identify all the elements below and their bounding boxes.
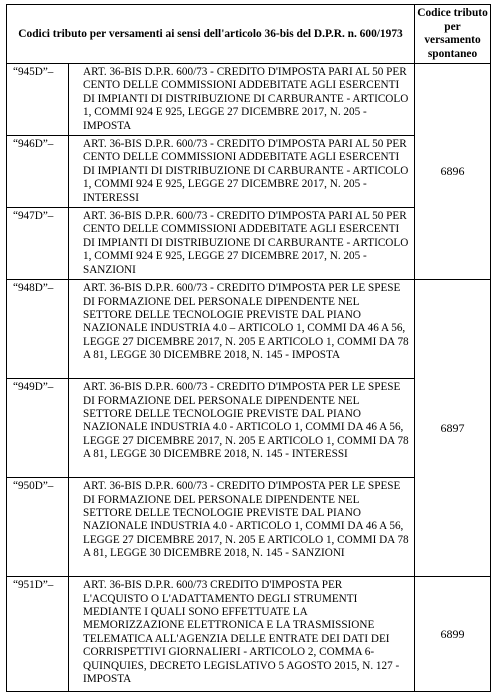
table-header-row [7, 5, 491, 64]
row-code: “949D”– [7, 379, 69, 478]
table-header-code: Codice tributo per versamento spontaneo [415, 5, 491, 64]
row-description: ART. 36-BIS D.P.R. 600/73 CREDITO D'IMPOSTA PER L'ACQUISTO O L'ADATTAMENTO DEGLI STRUMENTI MEDIANTE I QUALI SONO EFFETTUATE LA MEMORIZZAZIONE ELETTRONICA E LA TRASMISSIONE TELEMATICA ALL'AGENZIA DELLE ENTRATE DEI DATI DEI CORRISPETTIVI GIORNALIERI - ARTICOLO 2, COMMA 6-QUINQUIES, DECRETO LEGISLATIVO 5 AGOSTO 2015, N. 127 - IMPOSTA [69, 577, 415, 692]
row-code: “948D”– [7, 280, 69, 379]
tax-codes-table [6, 4, 491, 692]
row-code: “945D”– [7, 64, 69, 136]
row-description: ART. 36-BIS D.P.R. 600/73 - CREDITO D'IMPOSTA PER LE SPESE DI FORMAZIONE DEL PERSONALE DIPENDENTE NEL SETTORE DELLE TECNOLOGIE PREVISTE DAL PIANO NAZIONALE INDUSTRIA 4.0 - ARTICOLO 1, COMMI DA 46 A 56, LEGGE 27 DICEMBRE 2017, N. 205 E ARTICOLO 1, COMMI DA 78 A 81, LEGGE 30 DICEMBRE 2018, N. 145 - SANZIONI [69, 478, 415, 577]
table-row [7, 280, 491, 379]
row-code: “950D”– [7, 478, 69, 577]
row-code: “946D”– [7, 136, 69, 208]
row-code: “947D”– [7, 208, 69, 280]
tax-code-cell: 6899 [415, 577, 491, 692]
row-description: ART. 36-BIS D.P.R. 600/73 - CREDITO D'IMPOSTA PER LE SPESE DI FORMAZIONE DEL PERSONALE DIPENDENTE NEL SETTORE DELLE TECNOLOGIE PREVISTE DAL PIANO NAZIONALE INDUSTRIA 4.0 - ARTICOLO 1, COMMI DA 46 A 56, LEGGE 27 DICEMBRE 2017, N. 205 E ARTICOLO 1, COMMI DA 78 A 81, LEGGE 30 DICEMBRE 2018, N. 145 - INTERESSI [69, 379, 415, 478]
row-code: “951D”– [7, 577, 69, 692]
table-header-title: Codici tributo per versamenti ai sensi dell'articolo 36-bis del D.P.R. n. 600/1973 [7, 5, 415, 64]
row-description: ART. 36-BIS D.P.R. 600/73 - CREDITO D'IMPOSTA PARI AL 50 PER CENTO DELLE COMMISSIONI ADDEBITATE AGLI ESERCENTI DI IMPIANTI DI DISTRIBUZIONE DI CARBURANTE - ARTICOLO 1, COMMI 924 E 925, LEGGE 27 DICEMBRE 2017, N. 205 - SANZIONI [69, 208, 415, 280]
table-row [7, 577, 491, 692]
row-description: ART. 36-BIS D.P.R. 600/73 - CREDITO D'IMPOSTA PARI AL 50 PER CENTO DELLE COMMISSIONI ADDEBITATE AGLI ESERCENTI DI IMPIANTI DI DISTRIBUZIONE DI CARBURANTE - ARTICOLO 1, COMMI 924 E 925, LEGGE 27 DICEMBRE 2017, N. 205 - INTERESSI [69, 136, 415, 208]
row-description: ART. 36-BIS D.P.R. 600/73 - CREDITO D'IMPOSTA PER LE SPESE DI FORMAZIONE DEL PERSONALE DIPENDENTE NEL SETTORE DELLE TECNOLOGIE PREVISTE DAL PIANO NAZIONALE INDUSTRIA 4.0 – ARTICOLO 1, COMMI DA 46 A 56, LEGGE 27 DICEMBRE 2017, N. 205 E ARTICOLO 1, COMMI DA 78 A 81, LEGGE 30 DICEMBRE 2018, N. 145 - IMPOSTA [69, 280, 415, 379]
tax-code-cell: 6896 [415, 64, 491, 280]
tax-code-cell: 6897 [415, 280, 491, 577]
document-page [6, 4, 490, 692]
table-row [7, 64, 491, 136]
row-description: ART. 36-BIS D.P.R. 600/73 - CREDITO D'IMPOSTA PARI AL 50 PER CENTO DELLE COMMISSIONI ADDEBITATE AGLI ESERCENTI DI IMPIANTI DI DISTRIBUZIONE DI CARBURANTE - ARTICOLO 1, COMMI 924 E 925, LEGGE 27 DICEMBRE 2017, N. 205 - IMPOSTA [69, 64, 415, 136]
